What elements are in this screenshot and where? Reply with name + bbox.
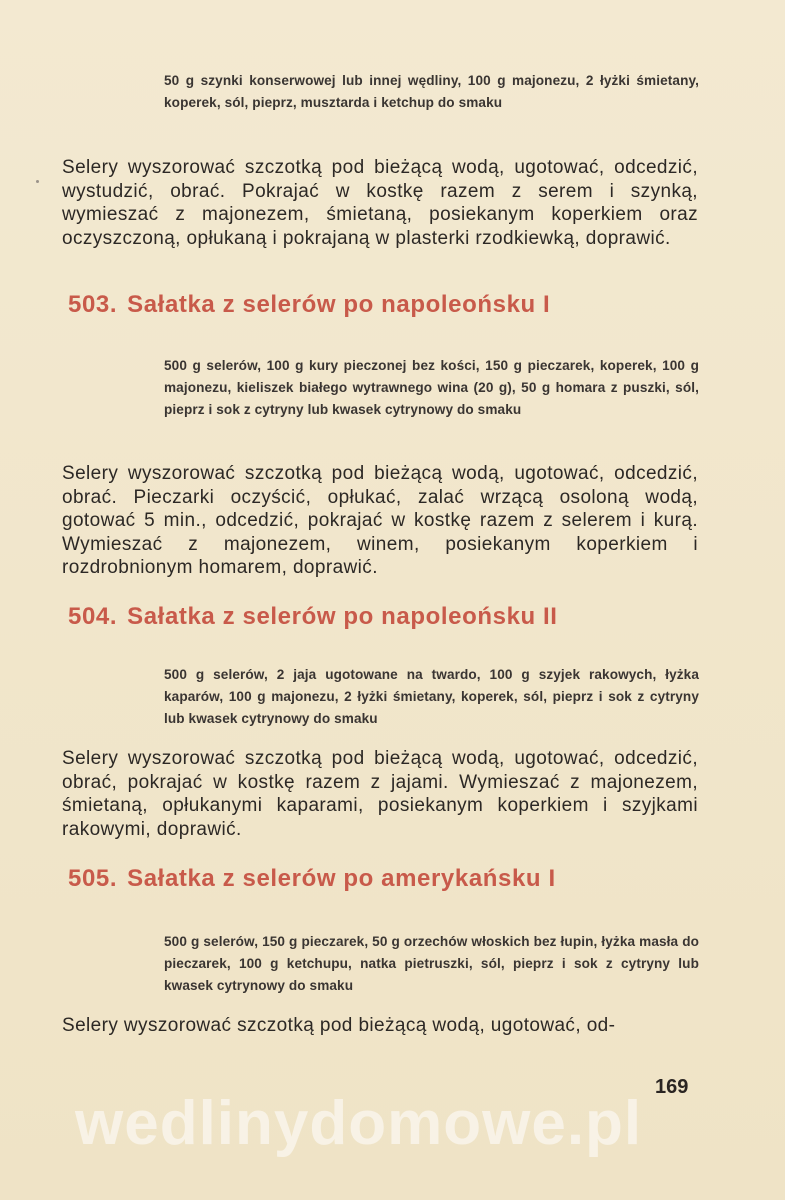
recipe-number: 505. <box>68 865 118 892</box>
recipe-instructions-505: Selery wyszorować szczotką pod bieżącą wodą, ugotować, od- <box>62 1015 616 1036</box>
recipe-heading-504 <box>68 603 708 631</box>
recipe-ingredients-504: 500 g selerów, 2 jaja ugotowane na twardo, 100 g szyjek rakowych, łyżka kaparów, 100 g majonezu, 2 łyżki śmietany, koperek, sól, pieprz i sok z cytryny lub kwasek cytrynowy do smaku <box>164 667 699 726</box>
recipe-heading-503 <box>68 291 708 319</box>
recipe-instructions-503: Selery wyszorować szczotką pod bieżącą wodą, ugotować, odcedzić, obrać. Pieczarki oczyścić, opłukać, zalać wrzącą osoloną wodą, gotować 5 min., odcedzić, pokrajać w kostkę razem z selerem i kurą. Wymieszać z majonezem, winem, posiekanym koperkiem i rozdrobnionym homarem, doprawić. <box>62 463 698 578</box>
watermark: wedlinydomowe.pl <box>75 1089 643 1158</box>
recipe-title: Sałatka z selerów po napoleońsku II <box>127 603 558 630</box>
recipe-heading-505 <box>68 865 708 893</box>
recipe-title: Sałatka z selerów po amerykańsku I <box>127 865 556 892</box>
recipe-number: 503. <box>68 291 118 318</box>
page-number: 169 <box>655 1076 689 1098</box>
recipe-number: 504. <box>68 603 118 630</box>
recipe-ingredients-505: 500 g selerów, 150 g pieczarek, 50 g orzechów włoskich bez łupin, łyżka masła do pieczarek, 100 g ketchupu, natka pietruszki, sól, pieprz i sok z cytryny lub kwasek cytrynowy do smaku <box>164 934 699 993</box>
recipe-ingredients-503: 500 g selerów, 100 g kury pieczonej bez kości, 150 g pieczarek, koperek, 100 g majonezu, kieliszek białego wytrawnego wina (20 g), 50 g homara z puszki, sól, pieprz i sok z cytryny lub kwasek cytrynowy do smaku <box>164 358 699 417</box>
page-edge-mark <box>36 180 39 183</box>
top-ingredients: 50 g szynki konserwowej lub innej wędliny, 100 g majonezu, 2 łyżki śmietany, koperek, sól, pieprz, musztarda i ketchup do smaku <box>164 73 699 110</box>
recipe-title: Sałatka z selerów po napoleońsku I <box>127 291 551 318</box>
recipe-instructions-504: Selery wyszorować szczotką pod bieżącą wodą, ugotować, odcedzić, obrać, pokrajać w kostkę razem z jajami. Wymieszać z majonezem, śmietaną, opłukanymi kaparami, posiekanym koperkiem i szyjkami rakowymi, doprawić. <box>62 748 698 840</box>
top-instructions: Selery wyszorować szczotką pod bieżącą wodą, ugotować, odcedzić, wystudzić, obrać. Pokrajać w kostkę razem z serem i szynką, wymieszać z majonezem, śmietaną, posiekanym koperkiem oraz oczyszczoną, opłukaną i pokrajaną w plasterki rzodkiewką, doprawić. <box>62 157 698 249</box>
